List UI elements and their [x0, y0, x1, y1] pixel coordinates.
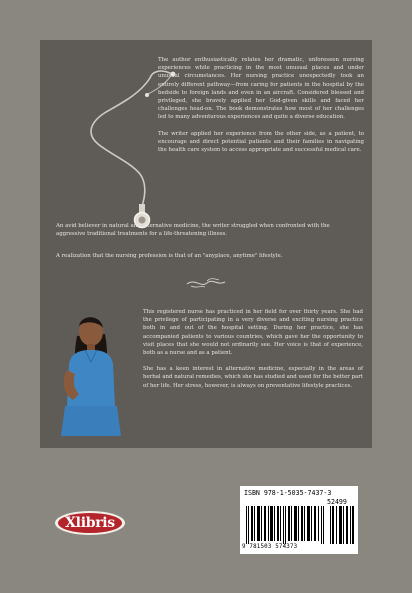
author-bio [143, 308, 363, 398]
description-paragraph: The author enthusiastically relates her dramatic, unforeseen nursing experiences while practicing in the most unusual places and under unusual circumstances. Her nursing practice unexpectedly took an entirely different pathway—from caring for patients in the hospital by the bedside to foreign lands and even in an aircraft. Considered blessed and privileged, she bravely applied her God-given skills and faced her challenges head-on. The book demonstrates how most of her challenges led to many adventurous experiences and quite a diverse education. [158, 57, 364, 121]
publisher-logo [54, 510, 126, 536]
publisher-name: Xlibris [65, 515, 115, 531]
description-wide-text [56, 252, 360, 260]
isbn-text: ISBN 978-1-5035-7437-3 [244, 489, 332, 497]
barcode-label [240, 486, 358, 554]
price-barcode-icon [330, 506, 354, 544]
ean-barcode-icon [246, 506, 324, 544]
description-paragraph: An avid believer in natural and alternative medicine, the writer struggled when confronted with the aggressive traditional treatments for a life-threatening illness. [56, 223, 330, 238]
ornament-divider-icon [185, 276, 227, 290]
back-cover-panel [40, 40, 372, 448]
description-wide-text [56, 222, 360, 238]
bio-paragraph: This registered nurse has practiced in her field for over thirty years. She had the privilege of participating in a very diverse and exciting nursing practice both in and out of the hospital setting. During her practice, she has accompanied patients to various countries, which gave her the opportunity to visit places that she would not ordinarily see. Her voice is that of experience, both as a nurse and as a patient. [143, 309, 363, 357]
author-photo [55, 306, 125, 436]
ean-digits: 9 781503 574373 [242, 544, 298, 550]
description-paragraph: A realization that the nursing profession is that of an "anyplace, anytime" lifestyle. [56, 253, 283, 259]
price-code: 52499 [327, 498, 347, 506]
description-paragraph: The writer applied her experience from the other side, as a patient, to encourage and direct potential patients and their families in navigating the health care system to access appropriate and successful medical care. [158, 130, 364, 154]
bio-paragraph: She has a keen interest in alternative medicine, especially in the areas of herbal and natural remedies, which she has studied and used for the better part of her life. Her stress, however, is always on preventative lifestyle practices. [143, 366, 364, 389]
book-description [158, 56, 364, 162]
